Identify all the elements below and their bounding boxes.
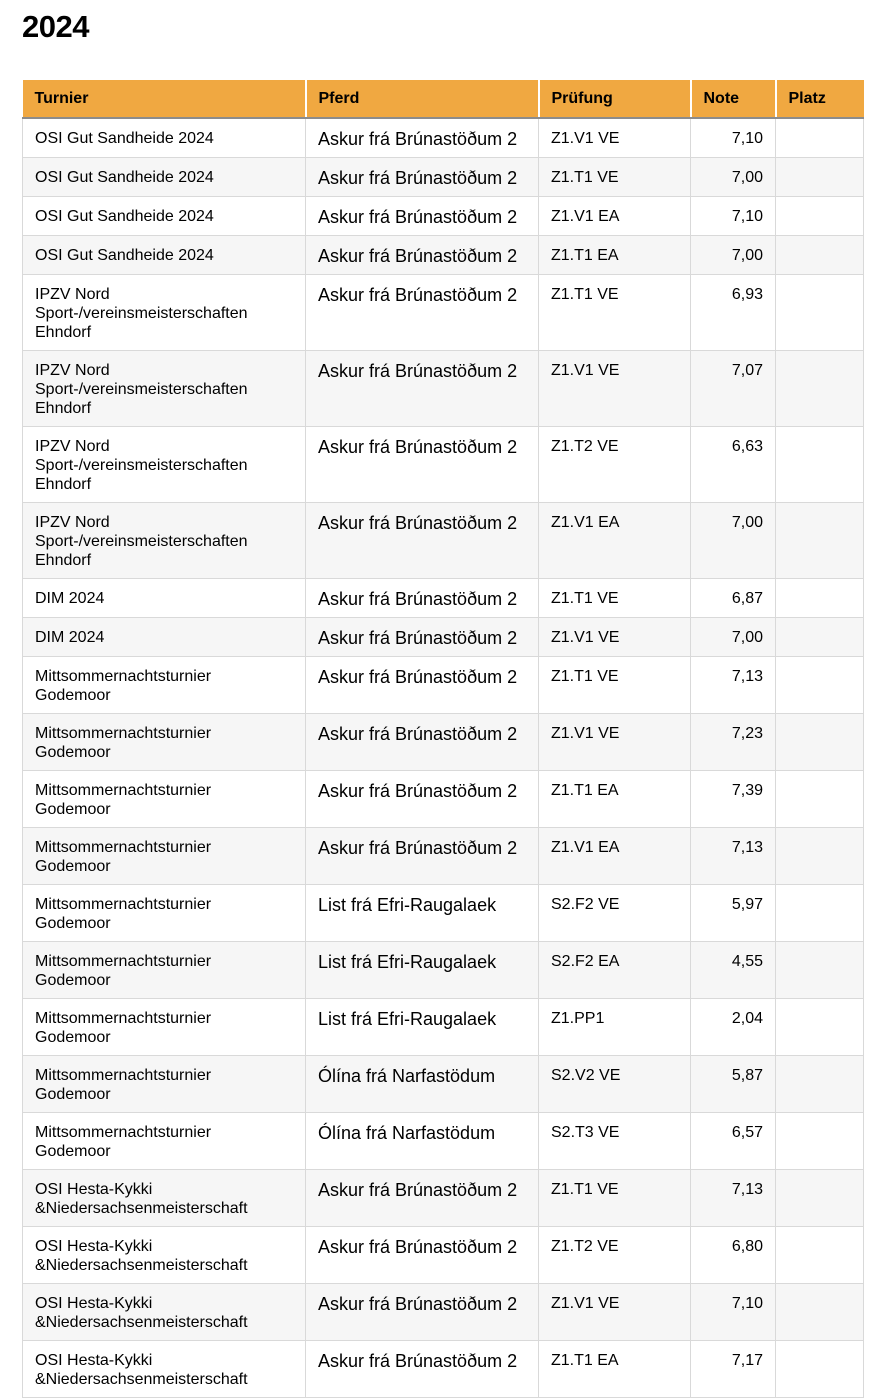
cell-platz (776, 1341, 864, 1398)
cell-pferd: Askur frá Brúnastöðum 2 (306, 427, 539, 503)
cell-platz (776, 771, 864, 828)
cell-note: 7,39 (691, 771, 776, 828)
table-row (23, 427, 864, 503)
cell-pferd: Askur frá Brúnastöðum 2 (306, 579, 539, 618)
table-row (23, 197, 864, 236)
cell-pruefung: Z1.V1 VE (539, 118, 691, 158)
cell-turnier: OSI Gut Sandheide 2024 (23, 118, 306, 158)
cell-pruefung: Z1.V1 VE (539, 618, 691, 657)
cell-turnier: IPZV Nord Sport-/vereinsmeisterschaften Ehndorf (23, 503, 306, 579)
cell-platz (776, 1170, 864, 1227)
cell-pruefung: Z1.T1 VE (539, 158, 691, 197)
cell-turnier: Mittsommernachtsturnier Godemoor (23, 942, 306, 999)
cell-pruefung: Z1.T1 EA (539, 236, 691, 275)
cell-platz (776, 118, 864, 158)
cell-note: 7,07 (691, 351, 776, 427)
cell-pruefung: S2.V2 VE (539, 1056, 691, 1113)
cell-pruefung: S2.T3 VE (539, 1113, 691, 1170)
table-row (23, 1056, 864, 1113)
cell-pferd: Askur frá Brúnastöðum 2 (306, 771, 539, 828)
cell-pruefung: Z1.T1 VE (539, 275, 691, 351)
cell-turnier: OSI Hesta-Kykki &Niedersachsenmeisterschaft (23, 1341, 306, 1398)
cell-pferd: Askur frá Brúnastöðum 2 (306, 236, 539, 275)
table-body (23, 118, 864, 1398)
table-row (23, 657, 864, 714)
cell-pferd: Askur frá Brúnastöðum 2 (306, 1170, 539, 1227)
cell-platz (776, 1113, 864, 1170)
results-table (22, 80, 864, 1398)
cell-pferd: Askur frá Brúnastöðum 2 (306, 197, 539, 236)
table-row (23, 158, 864, 197)
table-row (23, 118, 864, 158)
cell-pferd: Askur frá Brúnastöðum 2 (306, 503, 539, 579)
cell-pferd: Ólína frá Narfastödum (306, 1056, 539, 1113)
cell-platz (776, 236, 864, 275)
cell-pferd: Askur frá Brúnastöðum 2 (306, 118, 539, 158)
cell-note: 6,57 (691, 1113, 776, 1170)
cell-turnier: OSI Hesta-Kykki &Niedersachsenmeisterschaft (23, 1284, 306, 1341)
cell-pruefung: Z1.T2 VE (539, 1227, 691, 1284)
content-area (22, 10, 863, 1398)
column-header-note: Note (691, 80, 776, 118)
cell-note: 5,87 (691, 1056, 776, 1113)
cell-platz (776, 579, 864, 618)
cell-note: 6,87 (691, 579, 776, 618)
cell-pruefung: S2.F2 VE (539, 885, 691, 942)
cell-note: 7,10 (691, 1284, 776, 1341)
cell-turnier: Mittsommernachtsturnier Godemoor (23, 657, 306, 714)
header-row (23, 80, 864, 118)
cell-platz (776, 618, 864, 657)
cell-platz (776, 828, 864, 885)
cell-turnier: DIM 2024 (23, 579, 306, 618)
cell-pruefung: Z1.T1 VE (539, 657, 691, 714)
cell-platz (776, 275, 864, 351)
table-header (23, 80, 864, 118)
table-row (23, 351, 864, 427)
table-row (23, 1284, 864, 1341)
cell-note: 7,00 (691, 618, 776, 657)
cell-turnier: Mittsommernachtsturnier Godemoor (23, 885, 306, 942)
table-row (23, 828, 864, 885)
cell-note: 6,63 (691, 427, 776, 503)
cell-turnier: DIM 2024 (23, 618, 306, 657)
cell-note: 6,80 (691, 1227, 776, 1284)
cell-pruefung: Z1.T1 VE (539, 579, 691, 618)
cell-pferd: Askur frá Brúnastöðum 2 (306, 351, 539, 427)
cell-turnier: IPZV Nord Sport-/vereinsmeisterschaften Ehndorf (23, 275, 306, 351)
cell-turnier: Mittsommernachtsturnier Godemoor (23, 1056, 306, 1113)
cell-platz (776, 942, 864, 999)
table-row (23, 1341, 864, 1398)
cell-pferd: Askur frá Brúnastöðum 2 (306, 828, 539, 885)
cell-pruefung: Z1.T2 VE (539, 427, 691, 503)
cell-pferd: Askur frá Brúnastöðum 2 (306, 158, 539, 197)
cell-pferd: Askur frá Brúnastöðum 2 (306, 618, 539, 657)
cell-pruefung: Z1.V1 EA (539, 828, 691, 885)
cell-platz (776, 999, 864, 1056)
cell-pferd: Askur frá Brúnastöðum 2 (306, 1341, 539, 1398)
cell-platz (776, 427, 864, 503)
table-row (23, 236, 864, 275)
table-row (23, 1227, 864, 1284)
cell-note: 4,55 (691, 942, 776, 999)
cell-pruefung: Z1.V1 EA (539, 503, 691, 579)
cell-pferd: Askur frá Brúnastöðum 2 (306, 714, 539, 771)
cell-platz (776, 1056, 864, 1113)
cell-platz (776, 1227, 864, 1284)
cell-pruefung: Z1.T1 EA (539, 1341, 691, 1398)
cell-note: 7,13 (691, 657, 776, 714)
cell-pruefung: Z1.V1 VE (539, 351, 691, 427)
cell-pferd: List frá Efri-Raugalaek (306, 999, 539, 1056)
cell-note: 7,00 (691, 236, 776, 275)
cell-note: 5,97 (691, 885, 776, 942)
cell-note: 7,10 (691, 197, 776, 236)
cell-platz (776, 197, 864, 236)
column-header-pruefung: Prüfung (539, 80, 691, 118)
table-row (23, 999, 864, 1056)
cell-platz (776, 657, 864, 714)
cell-platz (776, 351, 864, 427)
cell-pruefung: Z1.V1 VE (539, 714, 691, 771)
cell-platz (776, 503, 864, 579)
cell-platz (776, 158, 864, 197)
cell-pferd: Askur frá Brúnastöðum 2 (306, 1227, 539, 1284)
cell-turnier: OSI Gut Sandheide 2024 (23, 158, 306, 197)
table-row (23, 579, 864, 618)
cell-note: 7,13 (691, 828, 776, 885)
cell-turnier: Mittsommernachtsturnier Godemoor (23, 1113, 306, 1170)
cell-turnier: OSI Hesta-Kykki &Niedersachsenmeisterschaft (23, 1227, 306, 1284)
table-row (23, 885, 864, 942)
cell-note: 2,04 (691, 999, 776, 1056)
cell-pruefung: Z1.V1 EA (539, 197, 691, 236)
cell-pferd: Askur frá Brúnastöðum 2 (306, 1284, 539, 1341)
table-row (23, 714, 864, 771)
cell-platz (776, 714, 864, 771)
column-header-pferd: Pferd (306, 80, 539, 118)
column-header-turnier: Turnier (23, 80, 306, 118)
cell-pruefung: S2.F2 EA (539, 942, 691, 999)
cell-turnier: OSI Gut Sandheide 2024 (23, 236, 306, 275)
cell-pruefung: Z1.V1 VE (539, 1284, 691, 1341)
cell-note: 7,00 (691, 158, 776, 197)
cell-note: 7,13 (691, 1170, 776, 1227)
cell-pruefung: Z1.T1 VE (539, 1170, 691, 1227)
cell-turnier: Mittsommernachtsturnier Godemoor (23, 714, 306, 771)
table-row (23, 618, 864, 657)
cell-platz (776, 885, 864, 942)
cell-note: 7,10 (691, 118, 776, 158)
cell-turnier: OSI Hesta-Kykki &Niedersachsenmeisterschaft (23, 1170, 306, 1227)
cell-turnier: IPZV Nord Sport-/vereinsmeisterschaften Ehndorf (23, 351, 306, 427)
cell-pruefung: Z1.T1 EA (539, 771, 691, 828)
cell-pferd: Askur frá Brúnastöðum 2 (306, 275, 539, 351)
cell-turnier: Mittsommernachtsturnier Godemoor (23, 999, 306, 1056)
cell-turnier: Mittsommernachtsturnier Godemoor (23, 771, 306, 828)
cell-pferd: Ólína frá Narfastödum (306, 1113, 539, 1170)
cell-turnier: IPZV Nord Sport-/vereinsmeisterschaften Ehndorf (23, 427, 306, 503)
cell-pferd: Askur frá Brúnastöðum 2 (306, 657, 539, 714)
page-title: 2024 (22, 9, 89, 44)
cell-note: 7,23 (691, 714, 776, 771)
cell-note: 6,93 (691, 275, 776, 351)
table-row (23, 1170, 864, 1227)
cell-turnier: OSI Gut Sandheide 2024 (23, 197, 306, 236)
table-row (23, 942, 864, 999)
cell-note: 7,00 (691, 503, 776, 579)
cell-note: 7,17 (691, 1341, 776, 1398)
cell-pruefung: Z1.PP1 (539, 999, 691, 1056)
cell-platz (776, 1284, 864, 1341)
table-row (23, 1113, 864, 1170)
cell-pferd: List frá Efri-Raugalaek (306, 942, 539, 999)
column-header-platz: Platz (776, 80, 864, 118)
table-row (23, 771, 864, 828)
cell-turnier: Mittsommernachtsturnier Godemoor (23, 828, 306, 885)
table-row (23, 275, 864, 351)
cell-pferd: List frá Efri-Raugalaek (306, 885, 539, 942)
table-row (23, 503, 864, 579)
